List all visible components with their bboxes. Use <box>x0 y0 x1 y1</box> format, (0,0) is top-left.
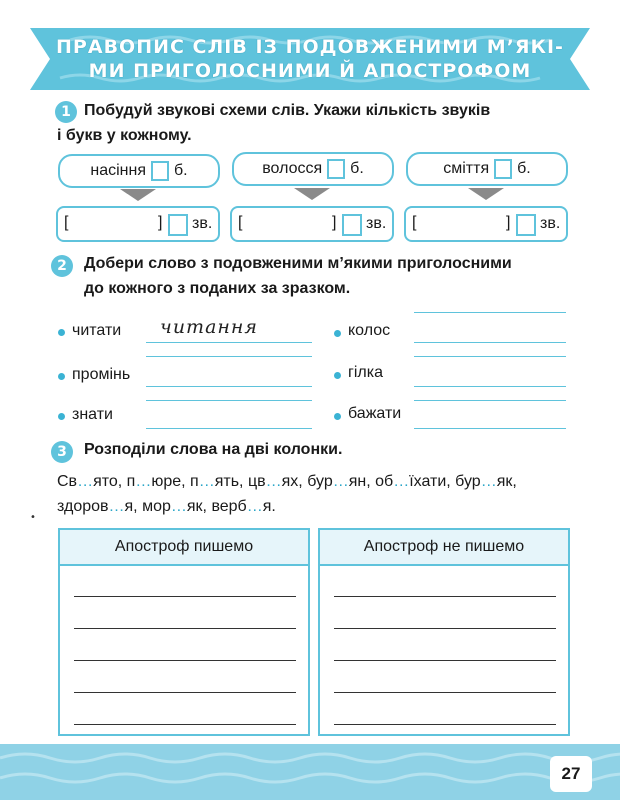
answer-line[interactable] <box>414 428 566 429</box>
sound-unit-1: зв. <box>192 215 213 232</box>
page-number: 27 <box>550 756 592 792</box>
arrow-down-icon <box>120 189 156 201</box>
word-right-1: колос <box>348 322 391 339</box>
arrow-down-icon <box>294 188 330 200</box>
letter-unit-2: б. <box>350 160 364 177</box>
letter-count-box-3[interactable] <box>494 159 512 179</box>
footer-band <box>0 744 620 800</box>
write-line[interactable] <box>74 692 296 693</box>
sound-scheme-1[interactable] <box>56 206 220 242</box>
column-no-apostrophe <box>318 528 570 736</box>
answer-line[interactable] <box>146 342 312 343</box>
answer-line[interactable] <box>414 342 566 343</box>
bullet-icon <box>334 372 341 379</box>
task-2-text-line-1: Добери слово з подовженими м’якими приголосними <box>84 255 512 272</box>
word-box-1 <box>58 154 220 188</box>
arrow-down-icon <box>468 188 504 200</box>
bullet-icon <box>334 330 341 337</box>
answer-line[interactable] <box>414 400 566 401</box>
task-3-text: Розподіли слова на дві колонки. <box>84 441 343 458</box>
sound-scheme-3[interactable] <box>404 206 568 242</box>
letter-count-box-2[interactable] <box>327 159 345 179</box>
word-right-3: бажати <box>348 405 402 422</box>
answer-line[interactable] <box>414 312 566 313</box>
write-line[interactable] <box>334 660 556 661</box>
answer-line[interactable] <box>146 386 312 387</box>
task-2-text-line-2: до кожного з поданих за зразком. <box>84 280 351 297</box>
word-1: насіння <box>90 162 146 179</box>
scheme-close-bracket: ] <box>158 214 163 231</box>
answer-line[interactable] <box>414 386 566 387</box>
write-line[interactable] <box>334 628 556 629</box>
write-line[interactable] <box>74 596 296 597</box>
footer-pattern <box>0 744 620 800</box>
title-line-2: МИ ПРИГОЛОСНИМИ Й АПОСТРОФОМ <box>88 60 532 82</box>
letter-unit-1: б. <box>174 162 188 179</box>
bullet-icon <box>58 329 65 336</box>
task-3-number: 3 <box>51 441 73 463</box>
answer-line[interactable] <box>414 356 566 357</box>
task-2-number: 2 <box>51 255 73 277</box>
write-line[interactable] <box>74 660 296 661</box>
write-line[interactable] <box>334 596 556 597</box>
word-list-line-1: Св…ято, п…юре, п…ять, цв…ях, бур…ян, об…їхати, бур…як, <box>57 473 517 490</box>
answer-line[interactable] <box>146 428 312 429</box>
word-box-3 <box>406 152 568 186</box>
column-apostrophe <box>58 528 310 736</box>
scheme-open-bracket: [ <box>64 214 69 231</box>
task-1-text-line-1: Побудуй звукові схеми слів. Укажи кількість звуків <box>84 102 491 119</box>
write-line[interactable] <box>334 724 556 725</box>
column-header-right: Апостроф не пишемо <box>320 530 568 566</box>
word-box-2 <box>232 152 394 186</box>
word-2: волосся <box>262 160 323 177</box>
sound-unit-3: зв. <box>540 215 561 232</box>
sound-unit-2: зв. <box>366 215 387 232</box>
sound-count-box-1[interactable] <box>168 214 188 236</box>
sound-count-box-2[interactable] <box>342 214 362 236</box>
sound-count-box-3[interactable] <box>516 214 536 236</box>
scheme-open-bracket: [ <box>238 214 243 231</box>
bullet-icon <box>334 413 341 420</box>
answer-line[interactable] <box>146 400 312 401</box>
write-line[interactable] <box>74 724 296 725</box>
title-banner <box>30 28 590 90</box>
bullet-icon <box>58 413 65 420</box>
bullet-icon <box>58 373 65 380</box>
task-1-number: 1 <box>55 101 77 123</box>
task-1-text-line-2: і букв у кожному. <box>57 127 192 144</box>
write-line[interactable] <box>74 628 296 629</box>
write-line[interactable] <box>334 692 556 693</box>
example-answer: читання <box>160 316 259 338</box>
column-header-left: Апостроф пишемо <box>60 530 308 566</box>
letter-count-box-1[interactable] <box>151 161 169 181</box>
word-left-2: промінь <box>72 366 131 383</box>
scheme-close-bracket: ] <box>506 214 511 231</box>
letter-unit-3: б. <box>517 160 531 177</box>
word-3: сміття <box>443 160 490 177</box>
title-line-1: ПРАВОПИС СЛІВ ІЗ ПОДОВЖЕНИМИ М’ЯКІ- <box>56 36 564 58</box>
sound-scheme-2[interactable] <box>230 206 394 242</box>
word-list-line-2: здоров…я, мор…як, верб…я. <box>57 498 276 515</box>
stray-mark: • <box>30 512 36 523</box>
word-left-3: знати <box>72 406 113 423</box>
word-left-1: читати <box>72 322 122 339</box>
answer-line[interactable] <box>146 356 312 357</box>
scheme-open-bracket: [ <box>412 214 417 231</box>
word-right-2: гілка <box>348 364 383 381</box>
scheme-close-bracket: ] <box>332 214 337 231</box>
